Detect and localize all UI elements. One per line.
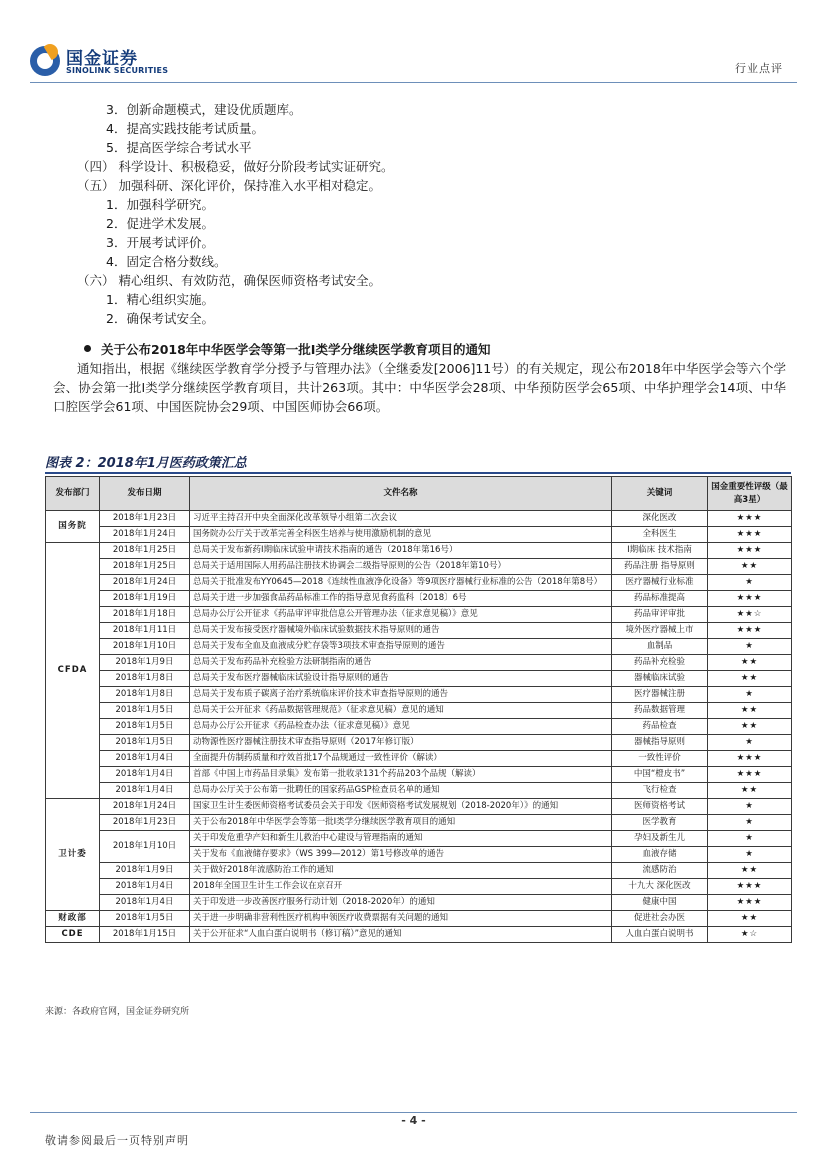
date-cell: 2018年1月24日 xyxy=(100,527,190,543)
rating-cell: ★★ xyxy=(708,719,792,735)
table-row xyxy=(46,735,792,751)
body-line: 1．精心组织实施。 xyxy=(106,292,214,307)
table-row xyxy=(46,623,792,639)
body-line: （六） 精心组织、有效防范，确保医师资格考试安全。 xyxy=(77,273,381,288)
keyword-cell: 一致性评价 xyxy=(612,751,708,767)
keyword-cell: 药品数据管理 xyxy=(612,703,708,719)
title-cell: 总局关于发布全血及血液成分贮存袋等3项技术审查指导原则的通告 xyxy=(190,639,612,655)
title-cell: 总局关于进一步加强食品药品标准工作的指导意见食药监科〔2018〕6号 xyxy=(190,591,612,607)
header-rating: 国金重要性评级（最高3星） xyxy=(708,477,792,511)
date-cell: 2018年1月19日 xyxy=(100,591,190,607)
date-cell: 2018年1月18日 xyxy=(100,607,190,623)
page-number: - 4 - xyxy=(401,1114,426,1127)
table-header-row xyxy=(46,477,792,511)
title-cell: 关于印发危重孕产妇和新生儿救治中心建设与管理指南的通知 xyxy=(190,831,612,847)
title-cell: 习近平主持召开中央全面深化改革领导小组第二次会议 xyxy=(190,511,612,527)
keyword-cell: 药品补充检验 xyxy=(612,655,708,671)
date-cell: 2018年1月5日 xyxy=(100,719,190,735)
header-keyword: 关键词 xyxy=(612,477,708,511)
body-line: 4．固定合格分数线。 xyxy=(106,254,227,269)
keyword-cell: 器械指导原则 xyxy=(612,735,708,751)
disclaimer-text: 敬请参阅最后一页特别声明 xyxy=(45,1134,189,1147)
table-row xyxy=(46,815,792,831)
table-row xyxy=(46,559,792,575)
date-cell: 2018年1月25日 xyxy=(100,559,190,575)
title-cell: 关于进一步明确非营利性医疗机构申领医疗收费票据有关问题的通知 xyxy=(190,911,612,927)
keyword-cell: 医师资格考试 xyxy=(612,799,708,815)
keyword-cell: Ⅰ期临床 技术指南 xyxy=(612,543,708,559)
rating-cell: ★☆ xyxy=(708,927,792,943)
table-row xyxy=(46,895,792,911)
document-type-label: 行业点评 xyxy=(735,62,783,75)
rating-cell: ★★ xyxy=(708,559,792,575)
rating-cell: ★ xyxy=(708,687,792,703)
date-cell: 2018年1月8日 xyxy=(100,671,190,687)
title-cell: 总局关于发布接受医疗器械境外临床试验数据技术指导原则的通告 xyxy=(190,623,612,639)
table-body xyxy=(46,511,792,943)
body-line: （四） 科学设计、积极稳妥，做好分阶段考试实证研究。 xyxy=(77,159,394,174)
rating-cell: ★★★ xyxy=(708,751,792,767)
dept-cell: 财政部 xyxy=(46,911,100,927)
header-dept: 发布部门 xyxy=(46,477,100,511)
rating-cell: ★★★ xyxy=(708,591,792,607)
rating-cell: ★★★ xyxy=(708,623,792,639)
company-logo xyxy=(30,42,170,82)
body-line: 3．创新命题模式，建设优质题库。 xyxy=(106,102,302,117)
rating-cell: ★★ xyxy=(708,655,792,671)
title-cell: 全面提升仿制药质量和疗效首批17个品规通过一致性评价（解读） xyxy=(190,751,612,767)
figure-title: 图表 2：2018年1月医药政策汇总 xyxy=(45,452,791,474)
title-cell: 总局办公厅公开征求《药品检查办法（征求意见稿）》意见 xyxy=(190,719,612,735)
date-cell: 2018年1月23日 xyxy=(100,511,190,527)
rating-cell: ★★ xyxy=(708,671,792,687)
header-title: 文件名称 xyxy=(190,477,612,511)
rating-cell: ★ xyxy=(708,799,792,815)
keyword-cell: 人血白蛋白说明书 xyxy=(612,927,708,943)
rating-cell: ★ xyxy=(708,575,792,591)
body-line: 3．开展考试评价。 xyxy=(106,235,214,250)
keyword-cell: 全科医生 xyxy=(612,527,708,543)
dept-cell: CFDA xyxy=(46,543,100,799)
date-cell: 2018年1月10日 xyxy=(100,639,190,655)
title-cell: 国务院办公厅关于改革完善全科医生培养与使用激励机制的意见 xyxy=(190,527,612,543)
date-cell: 2018年1月5日 xyxy=(100,735,190,751)
dept-cell: 卫计委 xyxy=(46,799,100,911)
keyword-cell: 中国“橙皮书” xyxy=(612,767,708,783)
title-cell: 关于发布《血液储存要求》（WS 399—2012）第1号修改单的通告 xyxy=(190,847,612,863)
keyword-cell: 药品标准提高 xyxy=(612,591,708,607)
title-cell: 总局关于公开征求《药品数据管理规范》（征求意见稿）意见的通知 xyxy=(190,703,612,719)
keyword-cell: 飞行检查 xyxy=(612,783,708,799)
table-row xyxy=(46,879,792,895)
keyword-cell: 促进社会办医 xyxy=(612,911,708,927)
keyword-cell: 境外医疗器械上市 xyxy=(612,623,708,639)
rating-cell: ★★☆ xyxy=(708,607,792,623)
date-cell: 2018年1月9日 xyxy=(100,863,190,879)
table-row xyxy=(46,719,792,735)
keyword-cell: 深化医改 xyxy=(612,511,708,527)
rating-cell: ★ xyxy=(708,639,792,655)
body-line: 4．提高实践技能考试质量。 xyxy=(106,121,264,136)
date-cell: 2018年1月11日 xyxy=(100,623,190,639)
rating-cell: ★★ xyxy=(708,783,792,799)
keyword-cell: 流感防治 xyxy=(612,863,708,879)
keyword-cell: 医疗器械注册 xyxy=(612,687,708,703)
date-cell: 2018年1月9日 xyxy=(100,655,190,671)
header-divider xyxy=(30,82,797,83)
body-line: （五） 加强科研、深化评价，保持准入水平相对稳定。 xyxy=(77,178,381,193)
bullet-icon xyxy=(84,345,91,352)
title-cell: 国家卫生计生委医师资格考试委员会关于印发《医师资格考试发展规划（2018-2020年）》的通知 xyxy=(190,799,612,815)
table-row xyxy=(46,751,792,767)
table-row xyxy=(46,527,792,543)
source-note: 来源：各政府官网，国金证券研究所 xyxy=(45,1007,190,1017)
table-row xyxy=(46,511,792,527)
body-line: 2．确保考试安全。 xyxy=(106,311,214,326)
title-cell: 总局关于发布新药Ⅰ期临床试验申请技术指南的通告（2018年第16号） xyxy=(190,543,612,559)
title-cell: 关于公开征求“人血白蛋白说明书（修订稿）”意见的通知 xyxy=(190,927,612,943)
rating-cell: ★ xyxy=(708,847,792,863)
date-cell: 2018年1月15日 xyxy=(100,927,190,943)
policy-summary-table xyxy=(45,476,792,943)
title-cell: 关于做好2018年流感防治工作的通知 xyxy=(190,863,612,879)
rating-cell: ★★★ xyxy=(708,527,792,543)
title-cell: 总局关于发布药品补充检验方法研制指南的通告 xyxy=(190,655,612,671)
rating-cell: ★★ xyxy=(708,911,792,927)
logo-english-name: SINOLINK SECURITIES xyxy=(66,66,169,75)
date-cell: 2018年1月4日 xyxy=(100,767,190,783)
table-row xyxy=(46,655,792,671)
date-cell: 2018年1月4日 xyxy=(100,751,190,767)
rating-cell: ★ xyxy=(708,815,792,831)
title-cell: 首部《中国上市药品目录集》发布第一批收录131个药品203个品规（解读） xyxy=(190,767,612,783)
table-row xyxy=(46,671,792,687)
keyword-cell: 医疗器械行业标准 xyxy=(612,575,708,591)
table-row xyxy=(46,591,792,607)
table-row xyxy=(46,799,792,815)
keyword-cell: 器械临床试验 xyxy=(612,671,708,687)
table-row xyxy=(46,767,792,783)
body-line: 5．提高医学综合考试水平 xyxy=(106,140,252,155)
keyword-cell: 十九大 深化医改 xyxy=(612,879,708,895)
date-cell: 2018年1月23日 xyxy=(100,815,190,831)
title-cell: 总局办公厅公开征求《药品审评审批信息公开管理办法（征求意见稿）》意见 xyxy=(190,607,612,623)
date-cell: 2018年1月5日 xyxy=(100,703,190,719)
date-cell: 2018年1月10日 xyxy=(100,831,190,863)
footer-divider xyxy=(30,1112,797,1113)
title-cell: 2018年全国卫生计生工作会议在京召开 xyxy=(190,879,612,895)
date-cell: 2018年1月25日 xyxy=(100,543,190,559)
date-cell: 2018年1月5日 xyxy=(100,911,190,927)
keyword-cell: 血液存储 xyxy=(612,847,708,863)
table-row xyxy=(46,863,792,879)
date-cell: 2018年1月24日 xyxy=(100,575,190,591)
keyword-cell: 孕妇及新生儿 xyxy=(612,831,708,847)
title-cell: 总局关于发布医疗器械临床试验设计指导原则的通告 xyxy=(190,671,612,687)
rating-cell: ★★★ xyxy=(708,879,792,895)
keyword-cell: 血制品 xyxy=(612,639,708,655)
date-cell: 2018年1月8日 xyxy=(100,687,190,703)
rating-cell: ★★ xyxy=(708,703,792,719)
table-row xyxy=(46,607,792,623)
logo-mark-icon xyxy=(30,46,60,76)
date-cell: 2018年1月4日 xyxy=(100,879,190,895)
header-date: 发布日期 xyxy=(100,477,190,511)
dept-cell: CDE xyxy=(46,927,100,943)
table-row xyxy=(46,543,792,559)
keyword-cell: 药品注册 指导原则 xyxy=(612,559,708,575)
rating-cell: ★★★ xyxy=(708,543,792,559)
table-row xyxy=(46,831,792,847)
rating-cell: ★★★ xyxy=(708,767,792,783)
rating-cell: ★ xyxy=(708,735,792,751)
rating-cell: ★★★ xyxy=(708,511,792,527)
date-cell: 2018年1月24日 xyxy=(100,799,190,815)
table-row xyxy=(46,687,792,703)
title-cell: 总局办公厅关于公布第一批聘任的国家药品GSP检查员名单的通知 xyxy=(190,783,612,799)
title-cell: 总局关于发布质子碳离子治疗系统临床评价技术审查指导原则的通告 xyxy=(190,687,612,703)
table-row xyxy=(46,783,792,799)
rating-cell: ★★ xyxy=(708,863,792,879)
date-cell: 2018年1月4日 xyxy=(100,895,190,911)
table-row xyxy=(46,639,792,655)
table-row xyxy=(46,575,792,591)
rating-cell: ★★★ xyxy=(708,895,792,911)
keyword-cell: 药品审评审批 xyxy=(612,607,708,623)
title-cell: 总局关于适用国际人用药品注册技术协调会二级指导原则的公告（2018年第10号） xyxy=(190,559,612,575)
section-heading: 关于公布2018年中华医学会等第一批Ⅰ类学分继续医学教育项目的通知 xyxy=(101,342,491,357)
logo-chinese-name: 国金证券 xyxy=(66,49,138,69)
title-cell: 总局关于批准发布YY0645—2018《连续性血液净化设备》等9项医疗器械行业标准的公告（2018年第8号） xyxy=(190,575,612,591)
body-line: 2．促进学术发展。 xyxy=(106,216,214,231)
rating-cell: ★ xyxy=(708,831,792,847)
body-line: 1．加强科学研究。 xyxy=(106,197,214,212)
date-cell: 2018年1月4日 xyxy=(100,783,190,799)
body-paragraph: 通知指出，根据《继续医学教育学分授予与管理办法》（全继委发[2006]11号）的有关规定，现公布2018年中华医学会等六个学会、协会第一批Ⅰ类学分继续医学教育项目，共计263项。其中：中华医学会28项、中华预防医学会65项、中华护理学会14项、中华口腔医学会61项、中国医院协会29项、中国医师协会66项。 xyxy=(53,361,786,414)
table-row xyxy=(46,703,792,719)
keyword-cell: 药品检查 xyxy=(612,719,708,735)
keyword-cell: 医学教育 xyxy=(612,815,708,831)
table-row xyxy=(46,927,792,943)
table-row xyxy=(46,911,792,927)
title-cell: 关于公布2018年中华医学会等第一批Ⅰ类学分继续医学教育项目的通知 xyxy=(190,815,612,831)
keyword-cell: 健康中国 xyxy=(612,895,708,911)
dept-cell: 国务院 xyxy=(46,511,100,543)
title-cell: 动物源性医疗器械注册技术审查指导原则（2017年修订版） xyxy=(190,735,612,751)
title-cell: 关于印发进一步改善医疗服务行动计划（2018-2020年）的通知 xyxy=(190,895,612,911)
